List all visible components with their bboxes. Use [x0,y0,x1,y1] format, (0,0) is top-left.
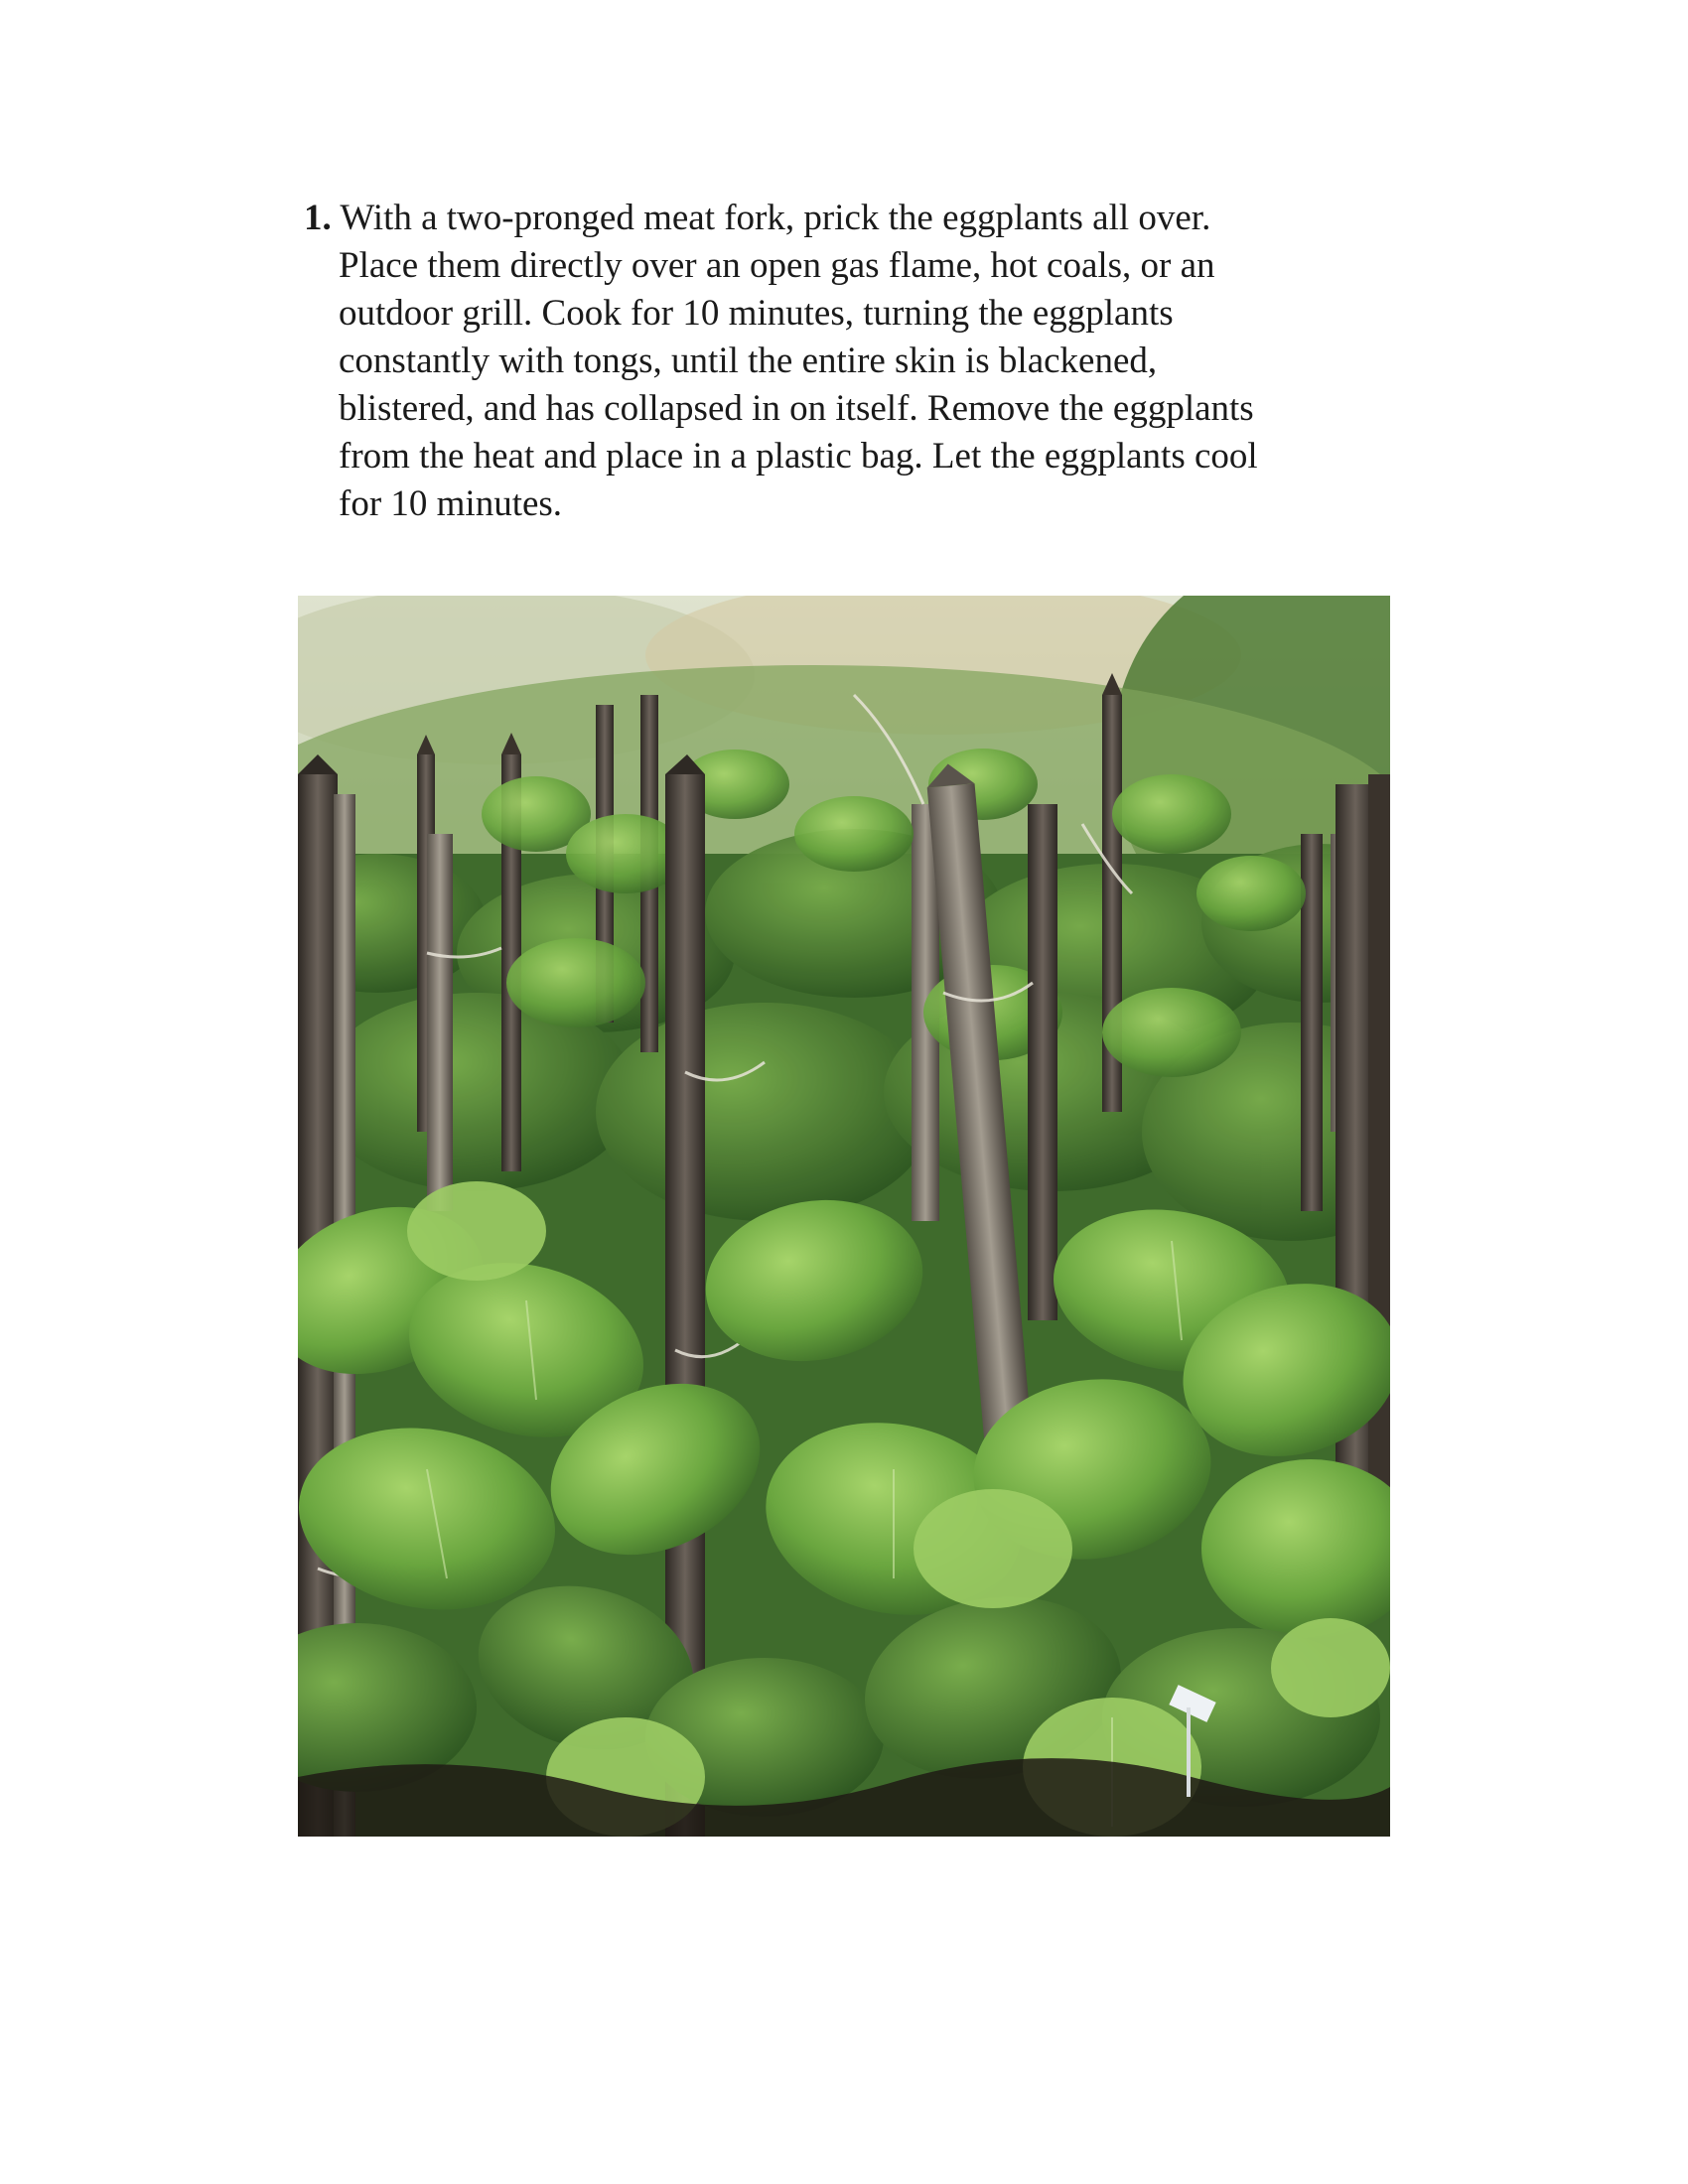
recipe-step [304,195,1396,528]
step-number: 1. [304,198,332,238]
step-line: Place them directly over an open gas flame, hot coals, or an [339,245,1215,286]
step-line: blistered, and has collapsed in on itself. Remove the eggplants [339,388,1254,429]
step-line: 1. With a two-pronged meat fork, prick the eggplants all over. [304,198,1211,238]
eggplant-garden-photo [298,596,1390,1837]
step-line: outdoor grill. Cook for 10 minutes, turning the eggplants [339,293,1174,334]
step-line: from the heat and place in a plastic bag. Let the eggplants cool [339,436,1258,477]
step-line: constantly with tongs, until the entire skin is blackened, [339,341,1158,381]
garden-illustration [298,596,1390,1837]
step-line: for 10 minutes. [339,483,563,524]
